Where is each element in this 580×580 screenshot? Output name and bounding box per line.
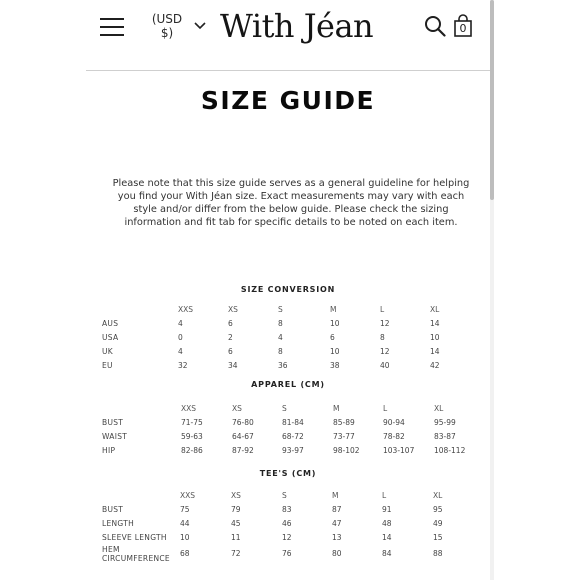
right-margin <box>494 0 580 580</box>
tees-cell: 45 <box>231 519 241 528</box>
size_conversion-cell: 14 <box>430 347 440 356</box>
size_conversion-cell: 0 <box>178 333 183 342</box>
cart-count: 0 <box>459 22 467 35</box>
size_conversion-column-header: XXS <box>178 305 194 314</box>
apparel-cell: 64-67 <box>232 432 254 441</box>
tees-column-header: XS <box>231 491 241 500</box>
size_conversion-cell: 6 <box>330 333 335 342</box>
size_conversion-cell: 36 <box>278 361 288 370</box>
apparel-row-label: BUST <box>102 418 124 427</box>
size_conversion-cell: 10 <box>430 333 440 342</box>
apparel-cell: 59-63 <box>181 432 203 441</box>
size_conversion-row-label: AUS <box>102 319 119 328</box>
size_conversion-cell: 14 <box>430 319 440 328</box>
apparel-cell: 103-107 <box>383 446 415 455</box>
size_conversion-cell: 10 <box>330 347 340 356</box>
tees-cell: 84 <box>382 549 392 558</box>
apparel-cell: 87-92 <box>232 446 254 455</box>
size_conversion-cell: 12 <box>380 319 390 328</box>
tees-title: TEE'S (CM) <box>259 469 317 478</box>
cart-button[interactable] <box>453 14 473 38</box>
apparel-cell: 108-112 <box>434 446 466 455</box>
apparel-cell: 83-87 <box>434 432 456 441</box>
tees-cell: 88 <box>433 549 443 558</box>
tees-cell: 13 <box>332 533 342 542</box>
size_conversion-cell: 8 <box>278 347 283 356</box>
tees-cell: 48 <box>382 519 392 528</box>
tees-cell: 15 <box>433 533 443 542</box>
chevron-down-icon <box>194 21 206 31</box>
size_conversion-column-header: XS <box>228 305 238 314</box>
tees-column-header: L <box>382 491 387 500</box>
tees-cell: 47 <box>332 519 342 528</box>
size_conversion-cell: 4 <box>278 333 283 342</box>
size_conversion-cell: 6 <box>228 347 233 356</box>
apparel-column-header: L <box>383 404 388 413</box>
size_conversion-cell: 10 <box>330 319 340 328</box>
apparel-cell: 85-89 <box>333 418 355 427</box>
size_conversion-cell: 4 <box>178 319 183 328</box>
hamburger-line <box>100 34 124 36</box>
size-guide-note: Please note that this size guide serves as a general guideline for helping you find your With Jéan size. Exact measurements may vary with each style and/or differ from the below guide. Please check the sizing information and fit tab for specific details to be noted on each item. <box>112 178 470 228</box>
tees-column-header: XL <box>433 491 443 500</box>
tees-cell: 95 <box>433 505 443 514</box>
brand-logo[interactable]: With Jéan <box>220 7 374 45</box>
size_conversion-cell: 40 <box>380 361 390 370</box>
size_conversion-cell: 38 <box>330 361 340 370</box>
tees-cell: 46 <box>282 519 292 528</box>
size_conversion-row-label: UK <box>102 347 114 356</box>
tees-cell: 10 <box>180 533 190 542</box>
hamburger-line <box>100 26 124 28</box>
size-conversion-title: SIZE CONVERSION <box>240 285 336 294</box>
tees-cell: 79 <box>231 505 241 514</box>
tees-column-header: M <box>332 491 339 500</box>
apparel-cell: 81-84 <box>282 418 304 427</box>
size_conversion-cell: 2 <box>228 333 233 342</box>
size_conversion-row-label: EU <box>102 361 113 370</box>
tees-row-label: BUST <box>102 505 124 514</box>
tees-cell: 11 <box>231 533 241 542</box>
size_conversion-cell: 8 <box>278 319 283 328</box>
apparel-cell: 82-86 <box>181 446 203 455</box>
size_conversion-column-header: L <box>380 305 385 314</box>
tees-row-label: LENGTH <box>102 519 135 528</box>
apparel-row-label: WAIST <box>102 432 128 441</box>
size_conversion-cell: 34 <box>228 361 238 370</box>
tees-cell: 44 <box>180 519 190 528</box>
site-header <box>86 0 490 71</box>
apparel-cell: 95-99 <box>434 418 456 427</box>
size-guide-page <box>86 0 490 580</box>
menu-button[interactable] <box>100 18 124 36</box>
apparel-title: APPAREL (CM) <box>251 380 325 389</box>
apparel-cell: 68-72 <box>282 432 304 441</box>
size_conversion-cell: 4 <box>178 347 183 356</box>
tees-column-header: XXS <box>180 491 196 500</box>
apparel-cell: 78-82 <box>383 432 405 441</box>
size_conversion-column-header: M <box>330 305 337 314</box>
apparel-column-header: S <box>282 404 287 413</box>
apparel-cell: 90-94 <box>383 418 405 427</box>
apparel-column-header: XS <box>232 404 242 413</box>
tees-cell: 83 <box>282 505 292 514</box>
left-margin <box>0 0 86 580</box>
apparel-cell: 98-102 <box>333 446 360 455</box>
currency-label: (USD $) <box>151 12 183 40</box>
size_conversion-cell: 8 <box>380 333 385 342</box>
size_conversion-cell: 12 <box>380 347 390 356</box>
apparel-row-label: HIP <box>102 446 116 455</box>
size_conversion-column-header: XL <box>430 305 440 314</box>
hamburger-icon <box>100 18 124 20</box>
tees-cell: 68 <box>180 549 190 558</box>
tees-cell: 12 <box>282 533 292 542</box>
tees-cell: 80 <box>332 549 342 558</box>
tees-cell: 76 <box>282 549 292 558</box>
apparel-column-header: XL <box>434 404 444 413</box>
tees-cell: 87 <box>332 505 342 514</box>
size_conversion-row-label: USA <box>102 333 119 342</box>
size_conversion-cell: 42 <box>430 361 440 370</box>
page-title: SIZE GUIDE <box>200 86 376 115</box>
tees-cell: 75 <box>180 505 190 514</box>
apparel-cell: 93-97 <box>282 446 304 455</box>
tees-row-label: HEM CIRCUMFERENCE <box>102 545 170 563</box>
search-icon[interactable] <box>424 15 446 37</box>
tees-cell: 49 <box>433 519 443 528</box>
size_conversion-cell: 32 <box>178 361 188 370</box>
tees-column-header: S <box>282 491 287 500</box>
tees-cell: 72 <box>231 549 241 558</box>
apparel-column-header: XXS <box>181 404 197 413</box>
size_conversion-cell: 6 <box>228 319 233 328</box>
tees-cell: 91 <box>382 505 392 514</box>
apparel-cell: 76-80 <box>232 418 254 427</box>
tees-row-label: SLEEVE LENGTH <box>102 533 167 542</box>
size_conversion-column-header: S <box>278 305 283 314</box>
currency-selector[interactable] <box>146 12 210 46</box>
tees-cell: 14 <box>382 533 392 542</box>
apparel-cell: 73-77 <box>333 432 355 441</box>
apparel-column-header: M <box>333 404 340 413</box>
apparel-cell: 71-75 <box>181 418 203 427</box>
scrollbar-thumb[interactable] <box>490 0 494 200</box>
